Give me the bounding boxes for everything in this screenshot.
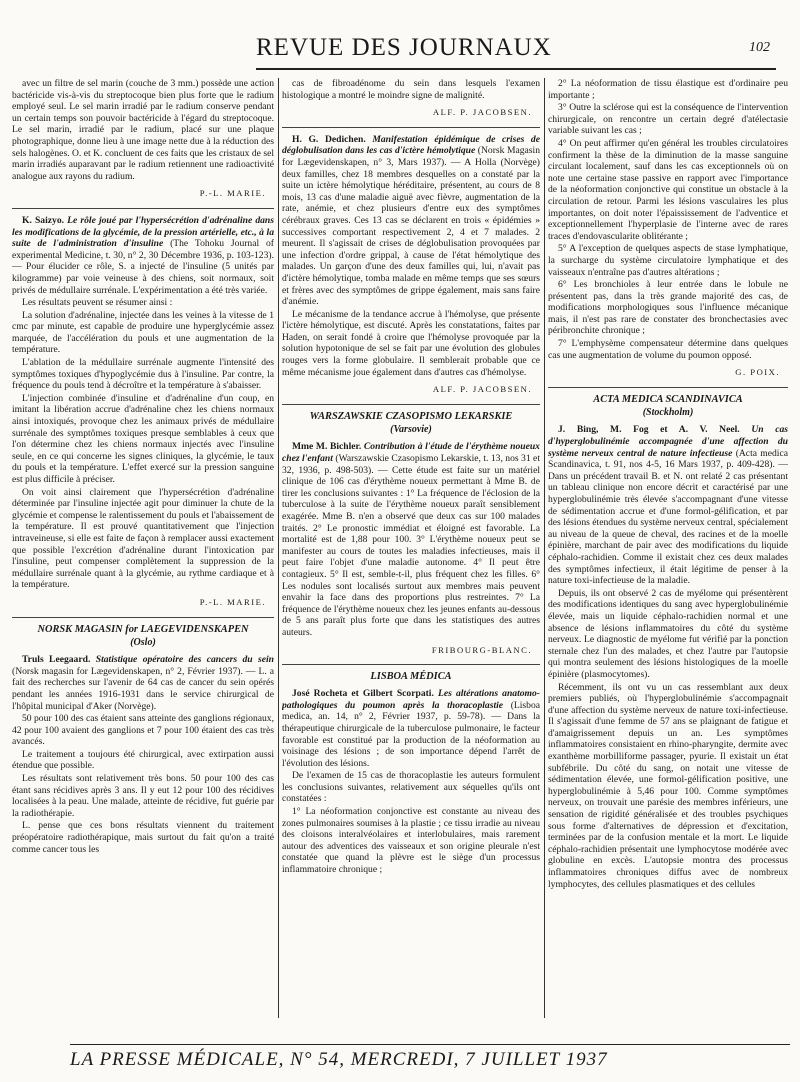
signature: ALF. P. JACOBSEN. — [432, 107, 532, 118]
column-1 — [12, 78, 274, 1028]
article-abstract — [282, 441, 540, 638]
section-separator — [12, 617, 274, 618]
column-2 — [282, 78, 540, 1028]
paragraph: On voit ainsi clairement que l'hypersécrétion d'adrénaline déterminée par l'insuline injectée agit pour diminuer la chute de la glycémie et compense le ralentissement du pouls et l'abaissement de la température. Il est prouvé quantitativement que l'injection intraveineuse, si elle est faite de façon à remplacer aussi exactement que possible l'excrétion d'adrénaline durant l'intoxication par l'insuline, peut compenser complètement la suppression de la médullaire surrénale quant à la glycémie, au rythme cardiaque et à la température. — [12, 486, 274, 591]
paragraph: avec un filtre de sel marin (couche de 3 mm.) possède une action bactéricide vis-à-vis du streptocoque bien plus forte que le radium employé seul. Le sel marin irradié par le radium conserve pendant un certain temps son pouvoir bactéricide à l'égard du streptocoque. Le sel marin, irradié par le radium, placé sur une plaque photographique, donne lieu à une image nette due à la réduction des sels halogènes. O. et K. concluent de ces faits que les cristaux de sel marin irradiés auparavant par le radium retiennent une radioactivité analogue aux rayons du radium. — [12, 78, 274, 182]
column-3 — [548, 78, 788, 1028]
article-abstract — [282, 134, 540, 308]
article-author: H. G. Dedichen. — [292, 133, 366, 145]
paragraph: 6° Les bronchioles à leur entrée dans le lobule ne présentent pas, dans la très grande majorité des cas, de modifications morphologiques sous l'influence mécanique mais, il n'est pas rare de constater des bronchectasies avec péribronchite chronique ; — [548, 279, 788, 337]
article-abstract — [548, 424, 788, 586]
article-reference: (Norsk Magasin for Lægevidenskapen, n° 3, Mars 1937). — A Holla (Norvège) deux familles, chez 18 membres desquelles on a constaté par la suite un ictère hémolytique héréditaire, présentent, au cours de 8 mois, 13 cas d'une maladie aiguë avec fièvre, augmentation de la rate, anémie, et chez plusieurs d'entre eux des symptômes cérébraux graves. Ces 13 cas se déclarent en trois « épidémies » successives comportant respectivement 2, 4 et 7 malades. 2 meurent. Il s'agissait de crises de déglobulisation provoquées par une infection d'ordre grippal, à cause de l'état hémolytique des malades. Un garçon d'une des deux familles qui, lui, n'avait pas d'ictère hémolytique, tomba malade en même temps que ses sœurs et frères avec des symptômes de grippe également, mais sans faire d'anémie. — [282, 145, 540, 308]
paragraph: cas de fibroadénome du sein dans lesquels l'examen histologique a montré le moindre signe de malignité. — [282, 78, 540, 101]
header-rule — [256, 68, 776, 70]
article-separator — [12, 208, 274, 209]
paragraph: De l'examen de 15 cas de thoracoplastie les auteurs formulent les conclusions suivantes, relativement aux séquelles qu'ils ont constatées : — [282, 770, 540, 805]
paragraph: 5° A l'exception de quelques aspects de stase lymphatique, la surcharge du système circulatoire lymphatique et des vaisseaux n'entraîne pas d'autres altérations ; — [548, 243, 788, 278]
paragraph: L'ablation de la médullaire surrénale augmente l'intensité des symptômes toxiques d'hypoglycémie dus à l'insuline. Par contre, la fréquence du pouls tend à décroître et la température à s'abaisser. — [12, 357, 274, 392]
article-author: K. Saizyo. — [22, 214, 65, 226]
signature: ALF. P. JACOBSEN. — [432, 384, 532, 395]
paragraph: Le mécanisme de la tendance accrue à l'hémolyse, que présente l'ictère hémolytique, est discuté. Après les constatations, faites par Haden, on serait fondé à croire que l'hémolyse provoquée par la solution hypotonique de sel se fait par une évolution des globules rouges vers la forme globulaire. Il semblerait probable que ce même mécanisme joue également dans d'autres cas d'hémolyse. — [282, 308, 540, 378]
signature: P.-L. MARIE. — [199, 596, 266, 607]
journal-city: (Varsovie) — [390, 423, 432, 435]
article-reference: (Norsk magasin for Lægevidenskapen, n° 2, Février 1937). — L. a fait des recherches sur l'avenir de 64 cas de cancer du sein opérés pendant les années 1916-1931 dans le service chirurgical de l'hôpital municipal d'Aker (Norvège). — [12, 665, 274, 712]
journal-city: (Stockholm) — [642, 406, 694, 418]
article-reference: (Warszawskie Czasopismo Lekarskie, t. 13, nos 31 et 32, 1936, p. 498-503). — Cette étude est faite sur un matériel clinique de 106 cas d'érythème noueux permettant à Mme B. de tirer les conclusions suivantes : 1° La fréquence de l'éclosion de la tuberculose à la suite de l'érythème noueux paraît sensiblement exagérée. Mme B. n'en a observé que deux cas sur 100 malades traités. 2° Le pronostic immédiat et éloigné est favorable. La mortalité est de 1,88 pour 100. 3° L'érythème noueux peut se manifester au cours de toutes les maladies infectieuses, mais il peut faire l'objet d'une maladie autonome. 4° Il peut être contagieux. 5° Il est, semble-t-il, plus fréquent chez les filles. 6° Les nodules sont localisés surtout aux membres mais peuvent envahir la face dans des proportions plus restreintes. 7° La fréquence de l'érythème noueux chez les jeunes enfants au-dessous de 5 ans paraît plus forte que dans les statistiques des autres auteurs. — [282, 453, 540, 638]
paragraph: 3° Outre la sclérose qui est la conséquence de l'intervention chirurgicale, on rencontre un certain degré d'atélectasie variable suivant les cas ; — [548, 102, 788, 137]
journal-heading: ACTA MEDICA SCANDINAVICA — [593, 393, 743, 405]
signature: FRIBOURG-BLANC. — [431, 644, 532, 655]
column-divider — [278, 78, 279, 1018]
paragraph: L. pense que ces bons résultats viennent du traitement préopératoire radiothérapique, mais surtout du fait qu'on a traité comme cancer tous les — [12, 820, 274, 855]
article-title: Statistique opératoire des cancers du sein — [95, 654, 274, 666]
article-author: Truls Leegaard. — [22, 654, 91, 666]
article-abstract — [12, 215, 274, 296]
paragraph: Les résultats sont relativement très bons. 50 pour 100 des cas étant sans récidives après 3 ans. Il y eut 12 pour 100 des récidives localisées à la peau. Une malade, atteinte de récidive, fut guérie par la radiothérapie. — [12, 773, 274, 819]
article-reference: (Lisboa medica, an. 14, n° 2, Février 1937, p. 59-78). — Dans la thérapeutique chirurgicale de la tuberculose pulmonaire, le facteur favorable est constitué par la production de la néoformation au voisinage des lésions ; de son importance dépend l'arrêt de l'évolution des lésions. — [282, 699, 540, 769]
article-title: Contribution à l'étude de l'érythème noueux chez l'enfant — [282, 441, 540, 465]
article-abstract — [282, 688, 540, 769]
journal-heading: LISBOA MÉDICA — [370, 671, 452, 683]
paragraph: 4° On peut affirmer qu'en général les troubles circulatoires confirment la thèse de la diminution de la masse sanguine circulant localement, sauf dans les cas exceptionnels où on note une certaine stase passive en rapport avec l'importance de la néoformation conjonctive qui constitue un obstacle à la circulation de retour. Parmi les lésions vasculaires les plus importantes, on doit noter l'épaississement de l'adventice et exceptionnellement l'hyperplasie de l'interne avec de rares traces d'endovascularite oblitérante ; — [548, 137, 788, 242]
paragraph: Les résultats peuvent se résumer ainsi : — [22, 297, 173, 309]
signature: P.-L. MARIE. — [199, 188, 266, 199]
paragraph: La solution d'adrénaline, injectée dans les veines à la vitesse de 1 cmc par minute, est capable de produire une hyperglycémie assez marquée, de l'accélération du pouls et une augmentation de la température. — [12, 309, 274, 356]
paragraph: Le traitement a toujours été chirurgical, avec extirpation aussi étendue que possible. — [12, 748, 274, 772]
page-footer: LA PRESSE MÉDICALE, N° 54, MERCREDI, 7 JUILLET 1937 — [70, 1044, 790, 1071]
paragraph: Depuis, ils ont observé 2 cas de myélome qui présentèrent des modifications identiques du sang avec hyperglobulinémie élevée, mais un liquide céphalo-rachidien normal et une absence de lésions inflammatoires du côté du système nerveux. Le diagnostic de myélome fut vérifié par la ponction sternale chez l'un des malades, et chez l'autre par l'autopsie qui montra seulement des lésions histologiques de la moelle épinière (plasmocytomes). — [548, 587, 788, 680]
page-header — [256, 34, 796, 66]
paragraph: 7° L'emphysème compensateur détermine dans quelques cas une augmentation de volume du poumon opposé. — [548, 338, 788, 361]
section-separator — [282, 404, 540, 405]
journal-heading: WARSZAWSKIE CZASOPISMO LEKARSKIE — [309, 410, 513, 422]
paragraph: Récemment, ils ont vu un cas ressemblant aux deux premiers publiés, où l'hyperglobulinémie s'accompagnait d'une affection du système nerveux de nature toxi-infectieuse. Il s'agissait d'une femme de 57 ans se plaignant de fatigue et d'amaigrissement depuis un an. Les symptômes inflammatoires consistaient en rhino-pharyngite, dermite avec exanthème morbilliforme passager, pyurie. Il existait un état subfébrile. Du côté du sang, on notait une vitesse de sédimentation élevée, une formol-gélification positive, une hyperglobulinémie à 5,46 pour 100. Comme symptômes nerveux, on trouvait une parésie des membres inférieurs, une sensation de rigidité généralisée et des troubles psychiques sous forme d'alternatives de dépression et d'excitation, terminées par de la confusion mentale et la mort. Le liquide céphalo-rachidien présentait une lymphocytose modérée avec globuline en excès. L'autopsie montra des processus inflammatoires chroniques diffus avec de nombreux lymphocytes, des cellules plasmatiques et des cellules — [548, 681, 788, 890]
paragraph: 1° La néoformation conjonctive est constante au niveau des zones pulmonaires soumises à la plastie ; ce tissu irradie au niveau des cloisons interalvéolaires et interlobulaires, mais rarement autour des adventices des vaisseaux et son origine pleurale n'est constatée que quand la plèvre est le siège d'un processus inflammatoire chronique ; — [282, 806, 540, 876]
article-title: Les altérations anatomo-pathologiques du poumon après la thoracoplastie — [282, 688, 540, 711]
paragraph: L'injection combinée d'insuline et d'adrénaline d'un coup, en imitant la libération accrue d'adrénaline chez les chiens normaux ainsi intoxiqués, provoque chez les animaux privés de médullaire surrénale des symptômes toxiques presque semblables à ceux que l'on détermine chez les chiens normaux injectés avec l'insuline seule, en ce qui concerne les signes cliniques, la glycémie, le taux du pouls et la température. L'effet exercé sur la pression sanguine est plus difficile à préciser. — [12, 392, 274, 485]
article-title: Manifestation épidémique de crises de déglobulisation dans les cas d'ictère hémolytique — [282, 133, 540, 157]
section-separator — [282, 664, 540, 665]
article-author: J. Bing, M. Fog et A. V. Neel. — [558, 424, 740, 436]
page-number: 102 — [749, 40, 770, 55]
paragraph: 50 pour 100 des cas étaient sans atteinte des ganglions régionaux, 42 pour 100 avaient des ganglions et 7 pour 100 étaient des cas très avancés. — [12, 713, 274, 748]
page-title: REVUE DES JOURNAUX — [256, 34, 552, 61]
article-title: Le rôle joué par l'hypersécrétion d'adrénaline dans les modifications de la glycémie, de la pression artérielle, etc., à la suite de l'administration d'insuline — [12, 214, 274, 250]
journal-heading: NORSK MAGASIN for LAEGEVIDENSKAPEN — [37, 623, 249, 635]
signature: G. POIX. — [735, 367, 780, 378]
article-author: Mme M. Bichler. — [292, 441, 362, 453]
article-author: José Rocheta et Gilbert Scorpati. — [292, 688, 434, 700]
article-title: Un cas d'hyperglobulinémie accompagnée d'une affection du système nerveux central de nature infectieuse — [548, 424, 788, 459]
article-reference: (Acta medica Scandinavica, t. 91, nos 4-5, 16 Mars 1937, p. 409-428). — Dans un précédent travail B. et N. ont relaté 2 cas présentant un tableau clinique non encore décrit et caractérisé par une hyperglobulinémie très élevée s'accompagnant d'une vitesse de sédimentation accrue et d'une formol-gélification, et par des lésions étendues du système nerveux central, spécialement au niveau de la queue de cheval, des racines et de la moelle épinière, marchant de pair avec des modifications du liquide céphalo-rachidien. Comme il existait chez ces deux malades des symptômes infectieux, il était légitime de penser à la nature toxi-infectieuse de la maladie. — [548, 447, 788, 587]
article-reference: (The Tohoku Journal of experimental Medicine, t. 30, n° 2, 30 Décembre 1936, p. 103-123). — Pour élucider ce rôle, S. a injecté de l'insuline (5 unités par kilogramme) par voie veineuse à des chiens, soit normaux, soit privés de médullaire surrénale. L'expérimentation a été très variée. — [12, 238, 274, 296]
column-divider — [544, 78, 545, 1018]
article-abstract — [12, 654, 274, 712]
journal-city: (Oslo) — [130, 636, 156, 648]
article-separator — [282, 127, 540, 128]
paragraph: 2° La néoformation de tissu élastique est d'ordinaire peu importante ; — [548, 78, 788, 101]
section-separator — [548, 387, 788, 388]
